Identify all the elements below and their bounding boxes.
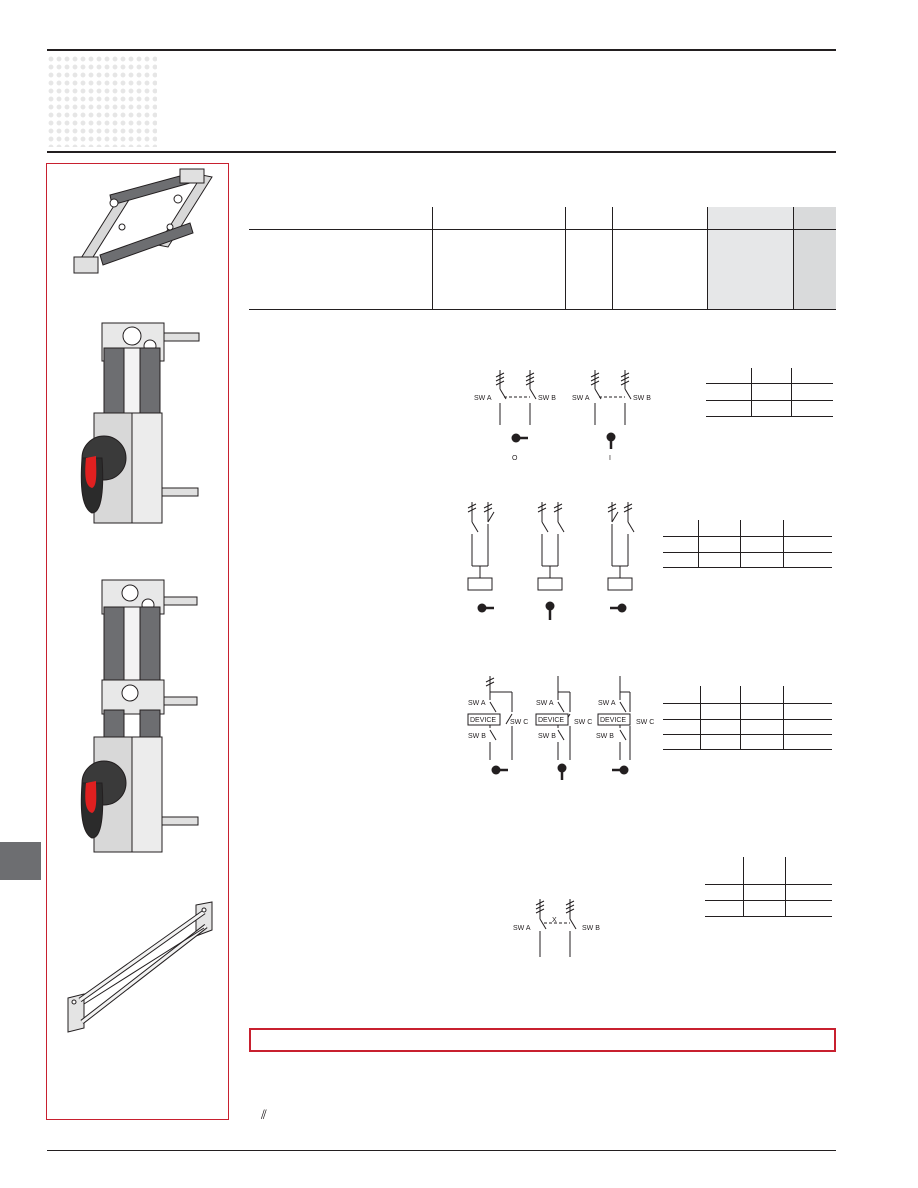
label-sw-a: SW A [468,700,486,707]
notice-box [249,1028,836,1052]
label-sw-c: SW C [574,719,593,726]
label-sw-a: SW A [572,395,590,402]
small-table-divider [700,686,701,749]
diagram-two-switch-interlock [470,365,670,465]
small-table-divider [783,686,784,749]
label-device: DEVICE [470,717,497,724]
label-sw-c: SW C [510,719,529,726]
table-bottom-rule [249,309,836,310]
small-table-rule [663,552,832,553]
diagram-device-three-switches [466,672,666,782]
small-table-divider [783,520,784,567]
label-device: DEVICE [600,717,627,724]
small-table-divider [698,520,699,567]
small-table-rule [663,703,832,704]
table-col-divider [707,207,708,309]
top-rule [47,49,836,51]
label-sw-b: SW B [596,733,614,740]
table-header-rule [249,229,836,230]
label-sw-b: SW B [633,395,651,402]
header-dot-pattern [47,55,157,147]
small-table-divider [740,686,741,749]
table-header-shaded-column-2 [793,207,836,309]
label-sw-a: SW A [598,700,616,707]
cross-brace-illustration [66,900,216,1035]
label-sw-b: SW B [468,733,486,740]
small-table-rule [663,749,832,750]
label-sw-a: SW A [513,925,531,932]
small-table-rule [663,536,832,537]
small-table-rule [663,567,832,568]
small-table-rule [705,900,832,901]
small-table-divider [740,520,741,567]
position-on-label: I [609,455,611,462]
small-table-rule [706,416,833,417]
label-sw-b: SW B [538,395,556,402]
interlock-label: X [552,917,557,924]
table-col-divider [565,207,566,309]
small-table-rule [663,719,832,720]
small-table-rule [705,916,832,917]
bracket-plate-illustration [70,165,210,280]
label-device: DEVICE [538,717,565,724]
diagram-three-position [460,498,650,623]
label-sw-a: SW A [536,700,554,707]
table-col-divider [612,207,613,309]
label-sw-b: SW B [582,925,600,932]
label-sw-c: SW C [636,719,655,726]
handle-mechanism-illustration [72,318,202,528]
footnote-pole-symbol: ⫽ [261,1107,267,1122]
header-rule [47,151,836,153]
small-table-rule [706,400,833,401]
small-table-rule [706,383,833,384]
small-table-rule [663,734,832,735]
double-handle-mechanism-illustration [72,575,202,860]
diagram-mechanical-interlock [512,895,612,960]
small-table-divider [785,857,786,916]
table-col-divider [793,207,794,309]
small-table-divider [791,368,792,416]
table-col-divider [432,207,433,309]
footer-rule [47,1150,836,1151]
label-sw-b: SW B [538,733,556,740]
section-tab [0,842,41,880]
position-off-label: O [512,455,518,462]
small-table-divider [751,368,752,416]
small-table-rule [705,884,832,885]
small-table-divider [743,857,744,916]
label-sw-a: SW A [474,395,492,402]
